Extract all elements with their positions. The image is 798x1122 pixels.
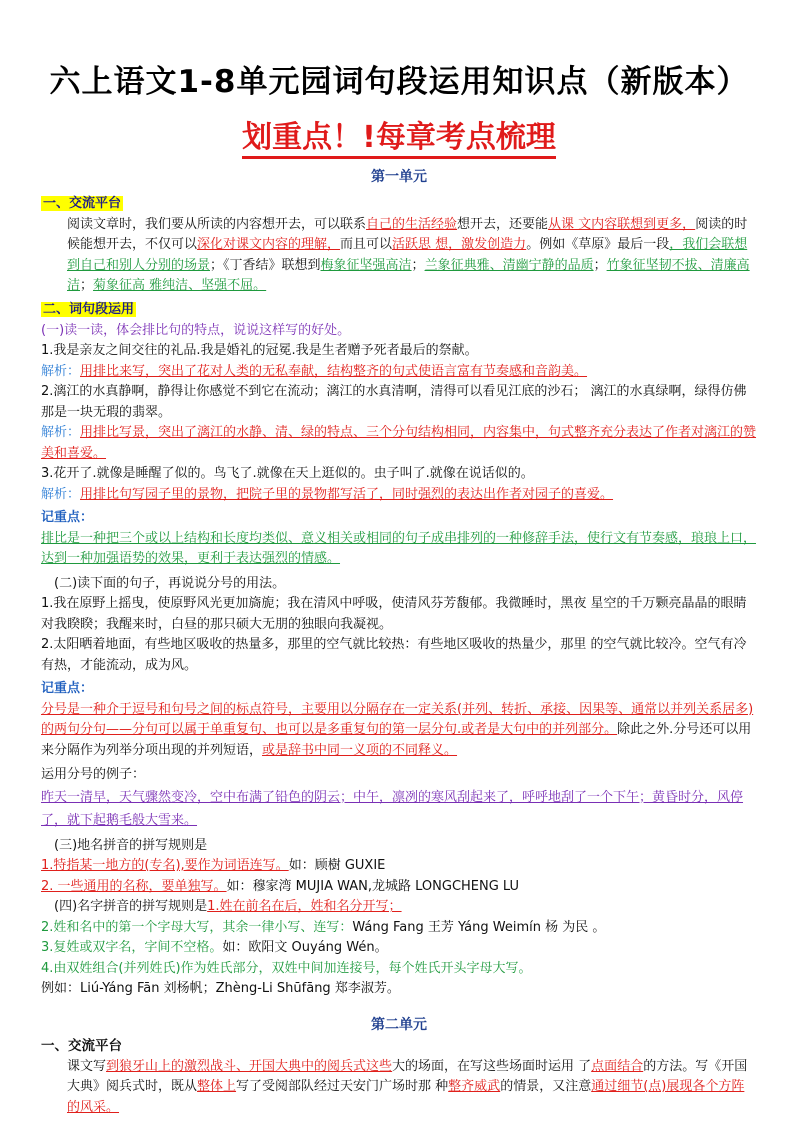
unit1-exchange-section <box>41 194 757 297</box>
unit2-heading: 第二单元 <box>371 1017 427 1033</box>
unit2-paragraph: 课文写到狼牙山上的激烈战斗、开国大典中的阅兵式这些大的场面，在写这些场面时运用 了点面结合的方法。写《开国大典》阅兵式时，既从整体上写了受阅部队经过天安门广场时那 种整齐威武的情景，又注意通过细节(点)展现各个方阵的风采。 <box>67 1058 748 1115</box>
name-rule-example: 例如：Liú-Yáng Fān 刘杨帆；Zhèng-Li Shūfāng 郑李淑芳。 <box>41 981 400 996</box>
unit2-exchange-section <box>41 1036 757 1118</box>
section-title: 二、词句段运用 <box>43 302 135 317</box>
question-2: (二)读下面的句子，再说说分号的用法。 <box>54 575 286 591</box>
example-sentence-4: 1.我在原野上摇曳，使原野风光更加旖旎；我在清风中呼吸，使清风芬芳馥郁。我微睡时，黑夜 星空的千万颗亮晶晶的眼睛对我睽睽；我醒来时，白昼的那只硕大无朋的独眼向我凝视。 <box>41 596 747 632</box>
analysis-2: 解析：用排比写景，突出了漓江的水静、清、绿的特点、三个分句结构相同，内容集中，句式整齐充分表达了作者对漓江的赞美和喜爱。 <box>41 425 757 461</box>
name-rule-4: 4.由双姓组合(并列姓氏)作为姓氏部分，双姓中间加连接号，每个姓氏开头字母大写。 <box>41 960 532 976</box>
example-sentence-3: 3.花开了.就像是睡醒了似的。鸟飞了.就像在天上逛似的。虫子叫了.就像在说话似的。 <box>41 466 534 481</box>
section-title: 一、交流平台 <box>41 1038 122 1054</box>
key-point-parallelism: 排比是一种把三个或以上结构和长度均类似、意义相关或相同的句子成串排列的一种修辞手法，使行文有节奏感，琅琅上口，达到一种加强语势的效果，更利于表达强烈的情感。 <box>41 530 757 566</box>
page-subtitle <box>0 112 798 156</box>
unit1-words-section <box>41 300 757 1000</box>
place-rule-1: 1.特指某一地方的(专名),要作为词语连写。如：顾樹 GUXIE <box>41 858 386 873</box>
example-sentence-5: 2.太阳晒着地面，有些地区吸收的热量多，那里的空气就比较热：有些地区吸收的热量少，那里 的空气就比较冷。空气有冷有热，才能流动，成为风。 <box>41 637 747 673</box>
name-rule-3: 3.复姓或双字名，字间不空格。如：欧阳文 Ouyáng Wén。 <box>41 940 388 955</box>
key-point-label: 记重点： <box>41 510 94 525</box>
key-point-semicolon: 分号是一种介于逗号和句号之间的标点符号，主要用以分隔存在一定关系(并列、转折、承接、因果等、通常以并列关系居多)的两句分句——分句可以属于单重复句、也可以是多重复句的第一层分句.或者是大句中的并列部分。除此之外.分号还可以用来分隔作为列举分项出现的并列短语，或是辞书中同一义项的不同释义。 <box>41 701 754 758</box>
exchange-paragraph: 阅读文章时，我们要从所读的内容想开去，可以联系自己的生活经验想开去，还要能从课 文内容联想到更多，阅读的时候能想开去，不仅可以深化对课文内容的理解，而且可以活跃思 想，激发创造力。例如《草原》最后一段，我们会联想到自己和别人分别的场景；《丁香结》联想到梅象征坚强高洁；兰象征典雅、清幽宁静的品质；竹象征坚韧不拔、清廉高洁；菊象征高 雅纯洁、坚强不屈。 <box>67 216 750 293</box>
example-sentence-1: 1.我是亲友之间交往的礼品.我是婚礼的冠冕.我是生者赠予死者最后的祭献。 <box>41 343 478 358</box>
key-point-label-2: 记重点： <box>41 681 94 696</box>
question-1: (一)读一读，体会排比句的特点，说说这样写的好处。 <box>41 322 351 338</box>
example-label: 运用分号的例子： <box>41 767 146 782</box>
section-title: 一、交流平台 <box>43 196 122 211</box>
semicolon-example: 昨天一清早，天气骤然变冷，空中布满了铅色的阴云；中午，凛冽的寒风刮起来了，呼呼地刮了一个下午；黄昏时分，风停了，就下起鹅毛般大雪来。 <box>41 789 744 828</box>
example-sentence-2: 2.漓江的水真静啊，静得让你感觉不到它在流动；漓江的水真清啊，清得可以看见江底的沙石； 漓江的水真绿啊，绿得仿佛那是一块无瑕的翡翠。 <box>41 384 747 420</box>
analysis-3: 解析：用排比句写园子里的景物，把院子里的景物都写活了，同时强烈的表达出作者对园子的喜爱。 <box>41 486 614 502</box>
name-rule-2: 2.姓和名中的第一个字母大写，其余一律小写、连写：Wáng Fang 王芳 Yáng Weimín 杨 为民 。 <box>41 919 606 935</box>
unit1-heading: 第一单元 <box>371 169 427 185</box>
place-rule-2: 2. 一些通用的名称，要单独写。如：穆家湾 MUJIA WAN,龙城路 LONGCHENG LU <box>41 878 520 894</box>
analysis-1: 解析：用排比来写，突出了花对人类的无私奉献，结构整齐的句式使语言富有节奏感和音韵美。 <box>41 363 588 379</box>
subtitle-text: 划重点！!每章考点梳理 <box>242 120 556 159</box>
question-4: (四)名字拼音的拼写规则是1.姓在前名在后，姓和名分开写； <box>54 899 402 914</box>
question-3: (三)地名拼音的拼写规则是 <box>54 837 208 853</box>
page-title: 六上语文1-8单元园词句段运用知识点（新版本） <box>49 64 749 100</box>
